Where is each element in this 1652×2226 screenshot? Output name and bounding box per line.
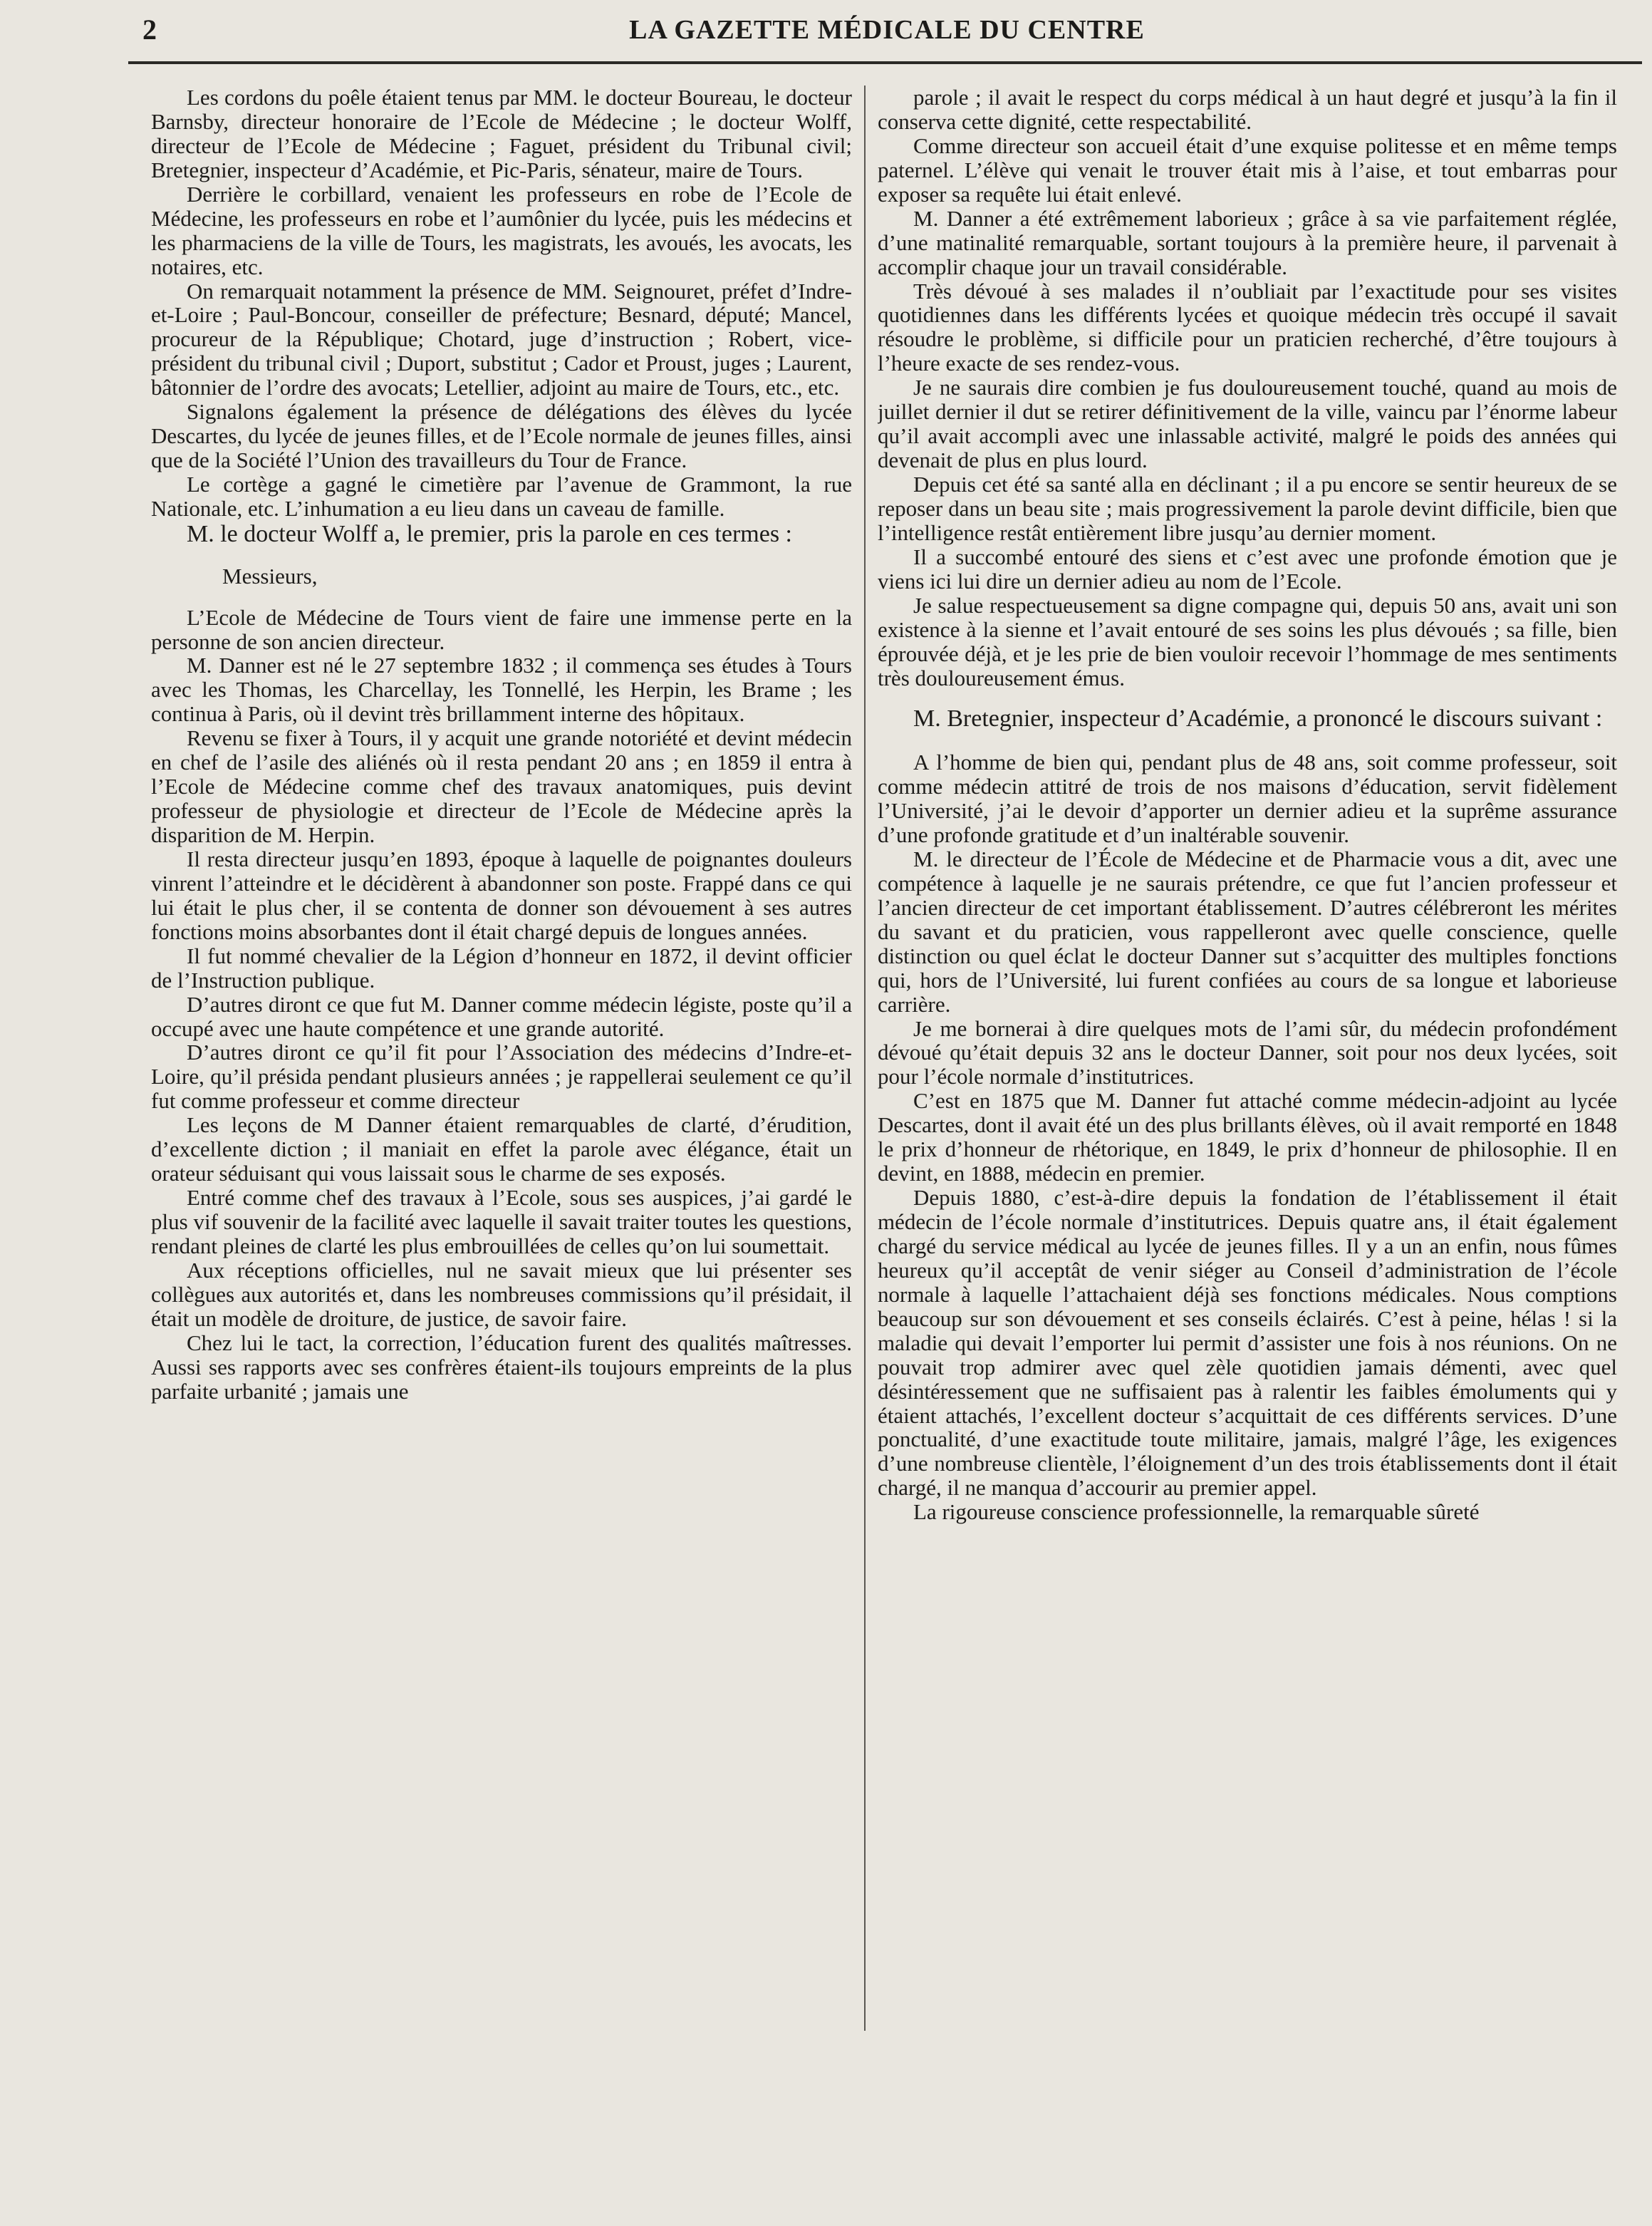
header-rule — [128, 61, 1642, 64]
paragraph: Aux réceptions officielles, nul ne savait mieux que lui présenter ses collègues aux autorités et, dans les nombreuses commissions qu’il présidait, il était un modèle de droiture, de justice, de savoir faire. — [151, 1257, 852, 1331]
paragraph: Depuis 1880, c’est-à-dire depuis la fondation de l’établissement il était médecin de l’école normale d’institutrices. Depuis quatre ans, il était également chargé du service médical au lycée de jeunes filles. Il y a un an enfin, nous fûmes heureux qu’il acceptât de venir siéger au Conseil d’administration de l’école normale à laquelle l’attachaient déjà ses fonctions médicales. Nous comptions beaucoup sur son dévouement et ses conseils éclairés. C’est à peine, hélas ! si la maladie qui devait l’emporter lui permit d’assister une fois à nos réunions. On ne pouvait trop admirer avec quel zèle quotidien jamais démenti, avec quel désintéressement que ne suffisaient pas à ralentir les faibles émoluments qui y étaient attachés, l’excellent docteur s’acquittait de ces différents services. D’une ponctualité, d’une exactitude toute militaire, jamais, malgré l’âge, les exigences d’une nombreuse clientèle, l’éloignement d’un des trois établissements dont il était chargé, il ne manqua d’accourir au premier appel. — [878, 1185, 1617, 1501]
paragraph: Je me bornerai à dire quelques mots de l’ami sûr, du médecin profondément dévoué qu’était depuis 32 ans le docteur Danner, soit pour nos deux lycées, soit pour l’école normale d’institutrices. — [878, 1015, 1617, 1089]
paragraph: M. Danner est né le 27 septembre 1832 ; il commença ses études à Tours avec les Thomas, les Charcellay, les Tonnellé, les Herpin, les Brame ; les continua à Paris, où il devint très brillamment interne des hôpitaux. — [151, 653, 852, 727]
right-column — [878, 86, 1617, 2024]
paragraph: On remarquait notamment la présence de MM. Seignouret, préfet d’Indre-et-Loire ; Paul-Boncour, conseiller de préfecture; Besnard, député; Mancel, procureur de la République; Chotard, juge d’instruction ; Robert, vice-président du tribunal civil ; Duport, substitut ; Cador et Proust, juges ; Laurent, bâtonnier de l’ordre des avocats; Letellier, adjoint au maire de Tours, etc., etc. — [151, 278, 852, 400]
masthead-title: LA GAZETTE MÉDICALE DU CENTRE — [629, 15, 1145, 45]
page-header — [135, 9, 1638, 51]
paragraph: Revenu se fixer à Tours, il y acquit une grande notoriété et devint médecin en chef de l’asile des aliénés où il resta pendant 20 ans ; en 1859 il entra à l’Ecole de Médecine comme chef des travaux anatomiques, puis devint professeur de physiologie et directeur de l’Ecole de Médecine après la disparition de M. Herpin. — [151, 725, 852, 847]
paragraph: Signalons également la présence de délégations des élèves du lycée Descartes, du lycée de jeunes filles, et de l’Ecole normale de jeunes filles, ainsi que de la Société l’Union des travailleurs du Tour de France. — [151, 399, 852, 473]
speech-salutation: Messieurs, — [222, 563, 318, 589]
paragraph: M. Danner a été extrêmement laborieux ; grâce à sa vie parfaitement réglée, d’une matinalité remarquable, sortant toujours à la première heure, il parvenait à accomplir chaque jour un travail considérable. — [878, 205, 1617, 279]
paragraph: Comme directeur son accueil était d’une exquise politesse et en même temps paternel. L’élève qui venait le trouver était mis à l’aise, et tout embarras pour exposer sa requête lui était enlevé. — [878, 133, 1617, 207]
paragraph: D’autres diront ce que fut M. Danner comme médecin légiste, poste qu’il a occupé avec une haute compétence et une grande autorité. — [151, 991, 852, 1041]
speech-intro: M. Bretegnier, inspecteur d’Académie, a prononcé le discours suivant : — [913, 705, 1603, 732]
paragraph: La rigoureuse conscience professionnelle, la remarquable sûreté — [913, 1499, 1480, 1525]
paragraph: Les cordons du poêle étaient tenus par MM. le docteur Boureau, le docteur Barnsby, directeur honoraire de l’Ecole de Médecine ; le docteur Wolff, directeur de l’Ecole de Médecine ; Faguet, président du Tribunal civil; Bretegnier, inspecteur d’Académie, et Pic-Paris, sénateur, maire de Tours. — [151, 86, 852, 182]
paragraph: Il a succombé entouré des siens et c’est avec une profonde émotion que je viens ici lui dire un dernier adieu au nom de l’Ecole. — [878, 544, 1617, 594]
paragraph: Depuis cet été sa santé alla en déclinant ; il a pu encore se sentir heureux de se reposer dans un beau site ; mais progressivement la parole devint difficile, bien que l’intelligence restât entièrement libre jusqu’au dernier moment. — [878, 472, 1617, 545]
paragraph: Je ne saurais dire combien je fus douloureusement touché, quand au mois de juillet dernier il dut se retirer définitivement de la ville, vaincu par l’énorme labeur qu’il avait accompli avec une inlassable activité, malgré le poids des années qui devenait de plus en plus lourd. — [878, 375, 1617, 473]
paragraph: parole ; il avait le respect du corps médical à un haut degré et jusqu’à la fin il conserva cette dignité, cette respectabilité. — [878, 86, 1617, 134]
paragraph: D’autres diront ce qu’il fit pour l’Association des médecins d’Indre-et-Loire, qu’il présida pendant plusieurs années ; je rappellerai seulement ce qu’il fut comme professeur et comme directeur — [151, 1040, 852, 1114]
paragraph: Les leçons de M Danner étaient remarquables de clarté, d’érudition, d’excellente diction ; il maniait en effet la parole avec élégance, était un orateur séduisant qui vous laissait sous le charme de ses exposés. — [151, 1112, 852, 1186]
paragraph: Entré comme chef des travaux à l’Ecole, sous ses auspices, j’ai gardé le plus vif souvenir de la facilité avec laquelle il savait traiter toutes les questions, rendant pleines de clarté les plus embrouillées de celles qu’on lui soumettait. — [151, 1185, 852, 1258]
paragraph: Il resta directeur jusqu’en 1893, époque à laquelle de poignantes douleurs vinrent l’atteindre et le décidèrent à abandonner son poste. Frappé dans ce qui lui était le plus cher, il se contenta de donner son dévouement à ses autres fonctions moins absorbantes dont il était chargé depuis de longues années. — [151, 846, 852, 944]
page-number: 2 — [142, 14, 157, 46]
paragraph: Derrière le corbillard, venaient les professeurs en robe de l’Ecole de Médecine, les professeurs en robe et l’aumônier du lycée, puis les médecins et les pharmaciens de la ville de Tours, les magistrats, les avoués, les avocats, les notaires, etc. — [151, 181, 852, 279]
paragraph: M. le docteur Wolff a, le premier, pris la parole en ces termes : — [187, 520, 792, 547]
paragraph: Je salue respectueusement sa digne compagne qui, depuis 50 ans, avait uni son existence à la sienne et l’avait entouré de ses soins les plus dévoués ; sa fille, bien éprouvée déjà, et je les prie de bien vouloir recevoir l’hommage de mes sentiments très douloureusement émus. — [878, 592, 1617, 690]
column-divider — [864, 86, 866, 2031]
paragraph: C’est en 1875 que M. Danner fut attaché comme médecin-adjoint au lycée Descartes, dont il avait été un des plus brillants élèves, où il avait remporté en 1848 le prix d’honneur de rhétorique, en 1849, le prix d’honneur de philosophie. Il en devint, en 1888, médecin en premier. — [878, 1088, 1617, 1186]
paragraph: L’Ecole de Médecine de Tours vient de faire une immense perte en la personne de son ancien directeur. — [151, 604, 852, 654]
paragraph: A l’homme de bien qui, pendant plus de 48 ans, soit comme professeur, soit comme médecin attitré de trois de nos maisons d’éducation, servit fidèlement l’Université, j’ai le devoir d’apporter un dernier adieu et la suprême assurance d’une profonde gratitude et d’un inaltérable souvenir. — [878, 750, 1617, 847]
paragraph: M. le directeur de l’École de Médecine et de Pharmacie vous a dit, avec une compétence à laquelle je ne saurais prétendre, ce que fut l’ancien professeur et l’ancien directeur de cet important établissement. D’autres célébreront les mérites du savant et du praticien, vous rappelleront avec quelle conscience, quelle distinction ou quel éclat le docteur Danner sut s’acquitter des multiples fonctions qui, hors de l’Université, lui furent confiées au cours de sa longue et laborieuse carrière. — [878, 846, 1617, 1017]
paragraph: Le cortège a gagné le cimetière par l’avenue de Grammont, la rue Nationale, etc. L’inhumation a eu lieu dans un caveau de famille. — [151, 472, 852, 521]
left-column — [151, 86, 852, 2024]
paragraph: Chez lui le tact, la correction, l’éducation furent des qualités maîtresses. Aussi ses rapports avec ses confrères étaient-ils toujours empreints de la plus parfaite urbanité ; jamais une — [151, 1330, 852, 1404]
paragraph: Très dévoué à ses malades il n’oubliait par l’exactitude pour ses visites quotidiennes dans les différents lycées et quoique médecin très occupé il savait résoudre le problème, si difficile pour un praticien recherché, d’être toujours à l’heure exacte de ses rendez-vous. — [878, 278, 1617, 376]
paragraph: Il fut nommé chevalier de la Légion d’honneur en 1872, il devint officier de l’Instruction publique. — [151, 943, 852, 993]
